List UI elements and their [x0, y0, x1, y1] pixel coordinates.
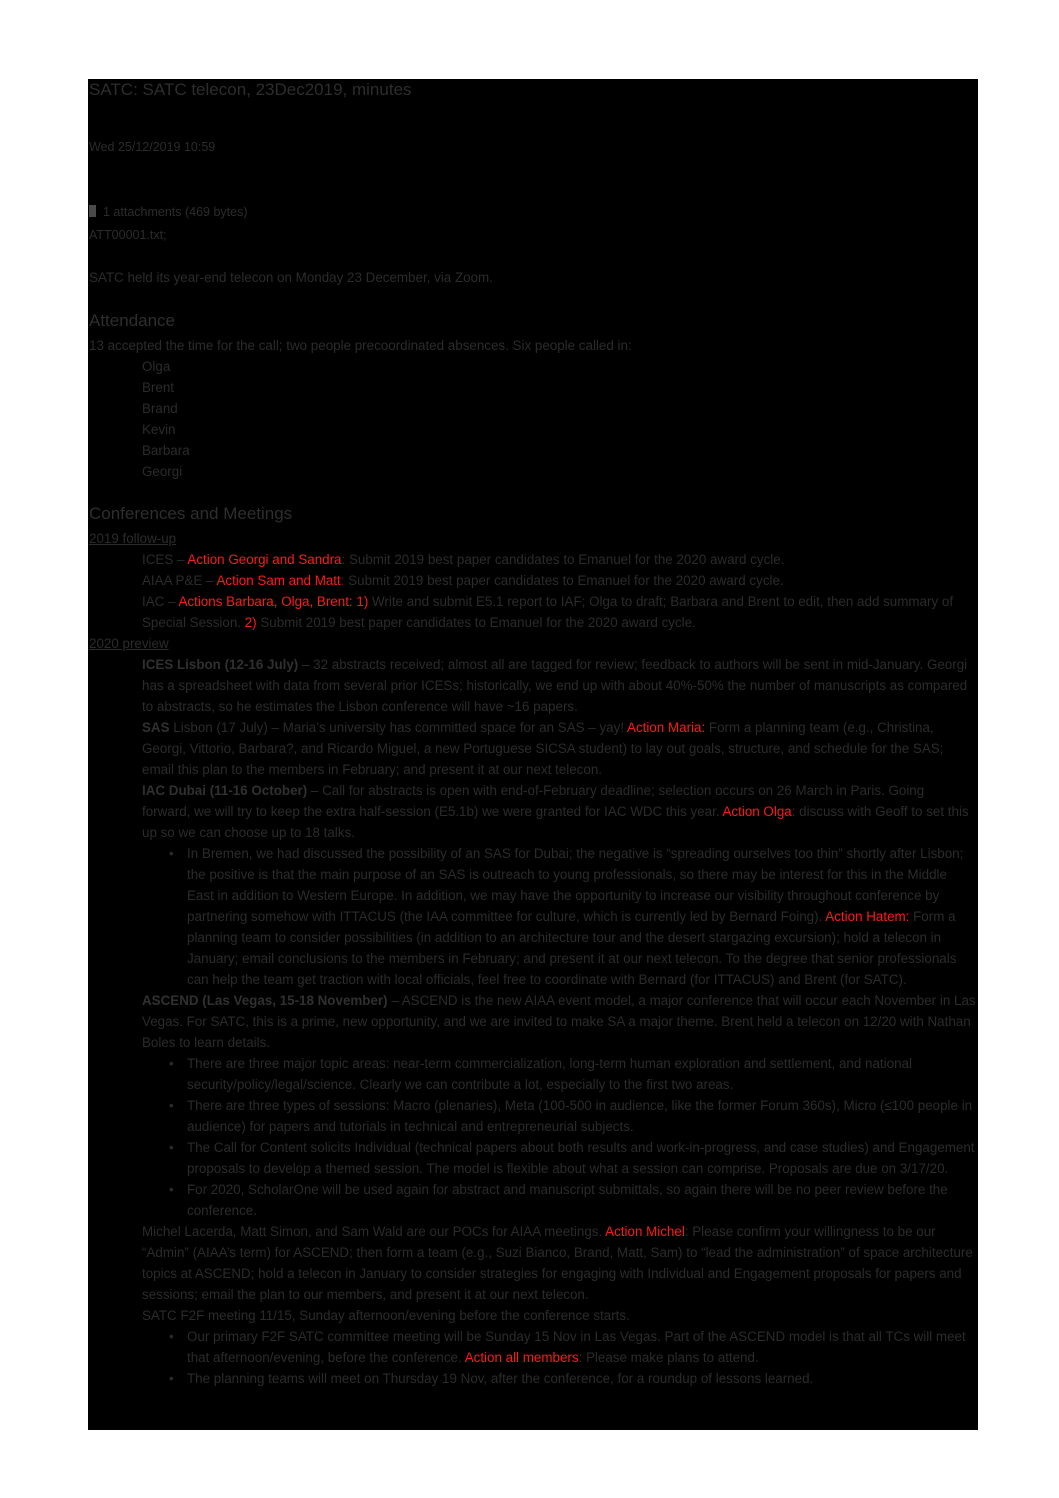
- ices-item: [89, 549, 976, 570]
- action-label: Action Maria:: [627, 720, 706, 735]
- ices-lisbon-item: [89, 654, 976, 717]
- ices-text: : Submit 2019 best paper candidates to Emanuel for the 2020 award cycle.: [341, 552, 785, 567]
- ascend-bullet: • The Call for Content solicits Individual (technical papers about both results and work-in-progress, and case studies) and Engagement proposals to develop a themed session. The model is flexible about what a session can comprise. Proposals are due on 3/17/20.: [89, 1137, 976, 1179]
- attendance-heading: Attendance: [89, 311, 176, 330]
- iac-dubai-item: [89, 780, 976, 843]
- ascend-item: [89, 990, 976, 1053]
- iac-dubai-text: – Call for abstracts is open with end-of-February deadline; selection occurs on 26 March in Paris. Going forward, we will try to keep the extra half-session (E5.1b) we were granted for IAC WDC this year.: [142, 783, 925, 819]
- attendee-name: Barbara: [142, 443, 190, 458]
- ascend-bullet: • There are three major topic areas: near-term commercialization, long-term human exploration and settlement, and national security/policy/legal/science. Clearly we can contribute a lot, especially to the first two areas.: [89, 1053, 976, 1095]
- action-label: Action Hatem:: [825, 909, 910, 924]
- iac-dubai-text: : discuss with Geoff to set this up so we can choose up to 18 talks.: [142, 804, 969, 840]
- iac-dubai-title: IAC Dubai (11-16 October): [142, 783, 308, 798]
- ices-lisbon-title: ICES Lisbon (12-16 July): [142, 657, 299, 672]
- ices-lisbon-text: – 32 abstracts received; almost all are tagged for review; feedback to authors will be sent in mid-January. Georgi has a spreadsheet with data from several prior ICESs; historically, we end up with about 40%-50% the number of manuscripts as compared to abstracts, so he estimates the Lisbon conference will have ~16 papers.: [142, 657, 968, 714]
- action-label: Action Sam and Matt: [216, 573, 341, 588]
- iac-lead: IAC –: [142, 594, 179, 609]
- sas-item: [89, 717, 976, 780]
- f2f-bullet: [89, 1326, 976, 1368]
- attendance-text: 13 accepted the time for the call; two people precoordinated absences. Six people called in:: [89, 338, 632, 353]
- poc-text: : Please confirm your willingness to be our “Admin” (AIAA’s term) for ASCEND; then form a team (e.g., Suzi Bianco, Brand, Matt, Sam) to “lead the administration” of space architecture topics at ASCEND; hold a telecon in January to consider strategies for engaging with Individual and Engagement proposals for papers and sessions; email the plan to our members, and present it at our next telecon.: [142, 1224, 973, 1302]
- intro-paragraph: SATC held its year-end telecon on Monday 23 December, via Zoom.: [89, 270, 493, 285]
- action-label: Action Michel: [605, 1224, 685, 1239]
- conferences-section: [89, 528, 976, 1389]
- bremen-text: In Bremen, we had discussed the possibility of an SAS for Dubai; the negative is “spreading ourselves too thin” shortly after Lisbon; the positive is that the main purpose of an SAS is outreach to young professionals, so there may be interest for this in the Middle East in addition to Western Europe. In addition, we may have the opportunity to increase our visibility throughout conference by partnering somehow with ITTACUS (the IAA committee for culture, which is currently led by Bernard Foing).: [187, 846, 964, 924]
- action-label: Actions Barbara, Olga, Brent: 1): [178, 594, 369, 609]
- f2f-text: : Please make plans to attend.: [578, 1350, 759, 1365]
- attendee-name: Brent: [142, 380, 175, 395]
- email-date: Wed 25/12/2019 10:59: [89, 140, 216, 154]
- action-label: 2): [244, 615, 257, 630]
- action-label: Action Georgi and Sandra: [187, 552, 342, 567]
- ascend-bullet: • There are three types of sessions: Macro (plenaries), Meta (100-500 in audience, like the former Forum 360s), Micro (≤100 people in audience) for papers and tutorials in technical and entrepreneurial subjects.: [89, 1095, 976, 1137]
- conferences-heading: Conferences and Meetings: [89, 504, 293, 523]
- action-label: Action all members: [464, 1350, 579, 1365]
- bremen-text: Form a planning team to consider possibilities (in addition to an architecture tour and the desert stargazing excursion); hold a telecon in January; email conclusions to the members in February; and present it at our next telecon. To the degree that senior professionals can help the team get traction with local officials, feel free to coordinate with Bernard (for ITTACUS) and Brent (for SATC).: [187, 909, 957, 987]
- sas-text: Lisbon (17 July) – Maria’s university has committed space for an SAS – yay!: [169, 720, 628, 735]
- attendee-name: Brand: [142, 401, 178, 416]
- followup-heading: 2019 follow-up: [89, 531, 177, 546]
- iac-text: Submit 2019 best paper candidates to Emanuel for the 2020 award cycle.: [256, 615, 696, 630]
- bremen-bullet: [89, 843, 976, 990]
- preview-heading: 2020 preview: [89, 636, 169, 651]
- ascend-title: ASCEND (Las Vegas, 15-18 November): [142, 993, 388, 1008]
- attendee-name: Georgi: [142, 464, 183, 479]
- f2f-item: SATC F2F meeting 11/15, Sunday afternoon/evening before the conference starts.: [142, 1308, 630, 1323]
- ices-lead: ICES –: [142, 552, 188, 567]
- aiaa-text: : Submit 2019 best paper candidates to Emanuel for the 2020 award cycle.: [340, 573, 784, 588]
- iac-text: Write and submit E5.1 report to IAF; Olga to draft; Barbara and Brent to edit, then add summary of Special Session.: [142, 594, 954, 630]
- iac-item: [89, 591, 976, 633]
- sas-text: Form a planning team (e.g., Christina, Georgi, Vittorio, Barbara?, and Ricardo Miguel, a new Portuguese SICSA student) to lay out goals, structure, and schedule for the SAS; email this plan to the members in February; and present it at our next telecon.: [142, 720, 944, 777]
- attendee-name: Olga: [142, 359, 171, 374]
- f2f-text: Our primary F2F SATC committee meeting will be Sunday 15 Nov in Las Vegas. Part of the ASCEND model is that all TCs will meet that afternoon/evening, before the conference.: [187, 1329, 966, 1365]
- ascend-text: – ASCEND is the new AIAA event model, a major conference that will occur each November in Las Vegas. For SATC, this is a prime, new opportunity, and we are invited to make SA a major theme. Brent held a telecon on 12/20 with Nathan Boles to learn details.: [142, 993, 976, 1050]
- action-label: Action Olga: [722, 804, 792, 819]
- email-subject: SATC: SATC telecon, 23Dec2019, minutes: [89, 80, 412, 99]
- attachment-icon: [89, 205, 96, 217]
- attendee-name: Kevin: [142, 422, 176, 437]
- attachment-file-link[interactable]: ATT00001.txt;: [89, 228, 167, 242]
- f2f-bullet: • The planning teams will meet on Thursday 19 Nov, after the conference, for a roundup of lessons learned.: [89, 1368, 976, 1389]
- attachments-summary[interactable]: [89, 202, 976, 223]
- attendee-list: [142, 356, 190, 482]
- aiaa-lead: AIAA P&E –: [142, 573, 217, 588]
- ascend-bullet: • For 2020, ScholarOne will be used again for abstract and manuscript submittals, so again there will be no peer review before the conference.: [89, 1179, 976, 1221]
- email-message: [88, 79, 978, 1430]
- poc-item: [89, 1221, 976, 1305]
- aiaa-item: [89, 570, 976, 591]
- attachments-label: 1 attachments (469 bytes): [103, 205, 248, 219]
- poc-text: Michel Lacerda, Matt Simon, and Sam Wald are our POCs for AIAA meetings.: [142, 1224, 606, 1239]
- sas-title: SAS: [142, 720, 170, 735]
